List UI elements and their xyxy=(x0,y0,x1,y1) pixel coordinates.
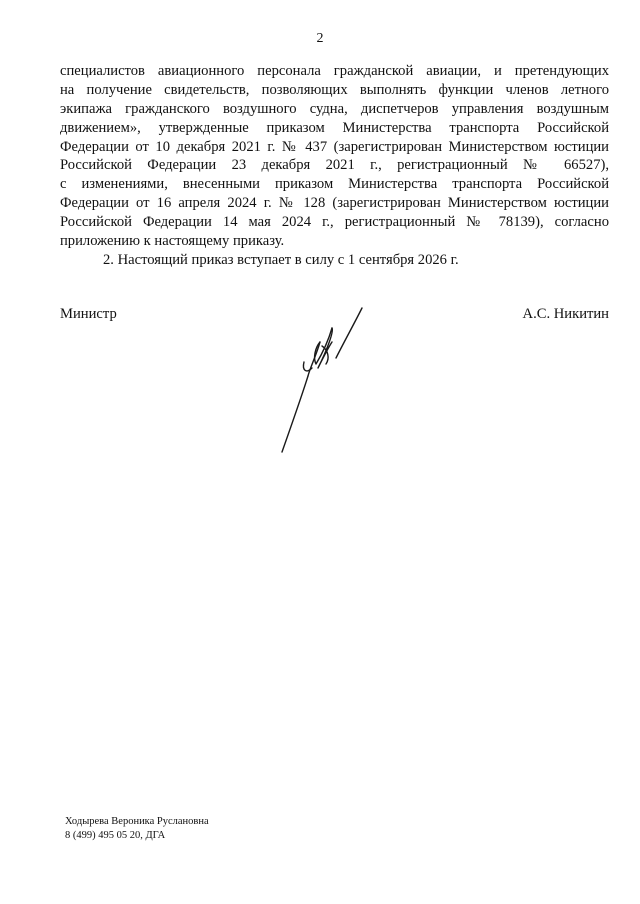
page-number: 2 xyxy=(316,31,324,46)
document-body xyxy=(60,62,609,270)
paragraph-effective-date: 2. Настоящий приказ вступает в силу с 1 сентября 2026 г. xyxy=(103,251,459,268)
body-line: Федерации от 10 декабря 2021 г. № 437 (зарегистрирован Министерством юстиции xyxy=(60,138,609,155)
body-line: с изменениями, внесенными приказом Министерства транспорта Российской xyxy=(60,176,609,193)
contact-block xyxy=(65,815,209,842)
body-line: Российской Федерации 14 мая 2024 г., регистрационный № 78139), согласно xyxy=(60,214,609,231)
body-line: экипажа гражданского воздушного судна, диспетчеров управления воздушным xyxy=(60,100,609,117)
signer-name: А.С. Никитин xyxy=(522,306,609,322)
body-line: Российской Федерации 23 декабря 2021 г., регистрационный № 66527), xyxy=(60,157,609,174)
contact-name: Ходырева Вероника Руслановна xyxy=(65,816,209,827)
signer-position: Министр xyxy=(60,306,117,322)
body-line: на получение свидетельств, позволяющих выполнять функции членов летного xyxy=(60,81,609,98)
handwritten-signature-icon xyxy=(270,302,370,462)
body-line: специалистов авиационного персонала гражданской авиации, и претендующих xyxy=(60,63,609,79)
body-line: приложению к настоящему приказу. xyxy=(60,233,285,250)
body-line: движением», утвержденные приказом Министерства транспорта Российской xyxy=(60,119,609,136)
contact-phone: 8 (499) 495 05 20, ДГА xyxy=(65,829,166,841)
body-line: Федерации от 16 апреля 2024 г. № 128 (зарегистрирован Министерством юстиции xyxy=(60,195,609,212)
